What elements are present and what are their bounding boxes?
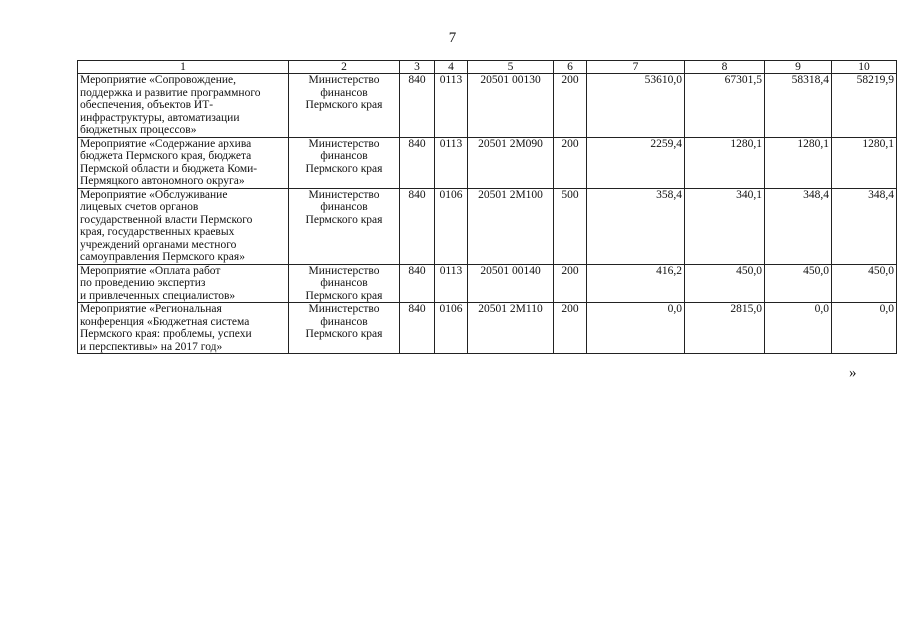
ministry-name-line: Пермского края (305, 99, 383, 111)
closing-quote: » (849, 365, 857, 381)
code-cell-c3: 840 (400, 74, 435, 138)
amount-cell-c9: 0,0 (765, 303, 832, 354)
measure-description (78, 303, 289, 354)
header-cell: 1 (78, 61, 289, 74)
measure-description-line: бюджета Пермского края, бюджета (80, 150, 252, 162)
code-cell-c6: 200 (554, 303, 587, 354)
ministry-name-line: Министерство (308, 137, 380, 150)
header-cell: 7 (587, 61, 685, 74)
ministry-name-line: финансов (320, 86, 368, 99)
measure-description (78, 264, 289, 303)
measure-description-line: самоуправления Пермского края» (80, 251, 245, 263)
table-row (78, 74, 897, 138)
measure-description-line: инфраструктуры, автоматизации (80, 111, 240, 124)
ministry-name-line: Пермского края (305, 213, 383, 226)
code-cell-c4: 0113 (435, 74, 468, 138)
ministry-name (289, 264, 400, 303)
amount-cell-c10: 58219,9 (832, 74, 897, 138)
measure-description-line: конференция «Бюджетная система (80, 315, 250, 328)
measure-description-line: Мероприятие «Региональная (80, 303, 222, 315)
ministry-name-line: Министерство (308, 74, 380, 86)
code-cell-c6: 200 (554, 264, 587, 303)
amount-cell-c10: 0,0 (832, 303, 897, 354)
code-cell-c5: 20501 00140 (468, 264, 554, 303)
code-cell-c5: 20501 2М100 (468, 188, 554, 264)
header-cell: 8 (685, 61, 765, 74)
ministry-name-line: Пермского края (305, 289, 383, 302)
measure-description-line: Мероприятие «Обслуживание (80, 188, 228, 201)
code-cell-c4: 0113 (435, 264, 468, 303)
amount-cell-c9: 348,4 (765, 188, 832, 264)
ministry-name (289, 188, 400, 264)
measure-description-line: Пермского края: проблемы, успехи (80, 328, 252, 340)
measure-description-line: Пермской области и бюджета Коми- (80, 162, 258, 175)
ministry-name-line: финансов (320, 277, 368, 289)
measure-description-line: Мероприятие «Содержание архива (80, 137, 252, 150)
header-cell: 4 (435, 61, 468, 74)
ministry-name-line: Министерство (308, 188, 380, 201)
table-row (78, 303, 897, 354)
amount-cell-c9: 450,0 (765, 264, 832, 303)
measure-description (78, 74, 289, 138)
table-row (78, 137, 897, 188)
code-cell-c3: 840 (400, 188, 435, 264)
header-cell: 6 (554, 61, 587, 74)
measure-description-line: лицевых счетов органов (80, 201, 199, 213)
amount-cell-c8: 340,1 (685, 188, 765, 264)
amount-cell-c8: 2815,0 (685, 303, 765, 354)
ministry-name-line: финансов (320, 201, 368, 213)
header-row (78, 61, 897, 74)
measure-description (78, 137, 289, 188)
measure-description-line: Пермяцкого автономного округа» (80, 175, 245, 187)
measure-description-line: Мероприятие «Сопровождение, (80, 74, 237, 86)
code-cell-c3: 840 (400, 137, 435, 188)
amount-cell-c10: 348,4 (832, 188, 897, 264)
ministry-name-line: финансов (320, 150, 368, 162)
ministry-name (289, 303, 400, 354)
measure-description-line: обеспечения, объектов ИТ- (80, 99, 214, 111)
code-cell-c5: 20501 2М110 (468, 303, 554, 354)
table-row (78, 188, 897, 264)
code-cell-c4: 0106 (435, 188, 468, 264)
code-cell-c6: 500 (554, 188, 587, 264)
amount-cell-c10: 450,0 (832, 264, 897, 303)
amount-cell-c7: 358,4 (587, 188, 685, 264)
measure-description (78, 188, 289, 264)
measure-description-line: края, государственных краевых (80, 226, 235, 238)
header-cell: 5 (468, 61, 554, 74)
ministry-name (289, 74, 400, 138)
amount-cell-c7: 53610,0 (587, 74, 685, 138)
table-body (78, 74, 897, 354)
measure-description-line: и перспективы» на 2017 год» (80, 340, 223, 353)
ministry-name (289, 137, 400, 188)
measure-description-line: Мероприятие «Оплата работ (80, 264, 221, 277)
measure-description-line: по проведению экспертиз (80, 277, 206, 289)
code-cell-c5: 20501 00130 (468, 74, 554, 138)
amount-cell-c8: 450,0 (685, 264, 765, 303)
code-cell-c6: 200 (554, 74, 587, 138)
table-row (78, 264, 897, 303)
code-cell-c3: 840 (400, 303, 435, 354)
ministry-name-line: Министерство (308, 264, 380, 277)
measure-description-line: бюджетных процессов» (80, 124, 197, 136)
ministry-name-line: Пермского края (305, 328, 383, 340)
amount-cell-c7: 2259,4 (587, 137, 685, 188)
code-cell-c4: 0106 (435, 303, 468, 354)
amount-cell-c10: 1280,1 (832, 137, 897, 188)
amount-cell-c9: 1280,1 (765, 137, 832, 188)
page-number: 7 (448, 30, 457, 46)
measure-description-line: и привлеченных специалистов» (80, 289, 236, 302)
amount-cell-c7: 416,2 (587, 264, 685, 303)
header-cell: 10 (832, 61, 897, 74)
ministry-name-line: финансов (320, 315, 368, 328)
amount-cell-c7: 0,0 (587, 303, 685, 354)
amount-cell-c8: 1280,1 (685, 137, 765, 188)
header-cell: 2 (289, 61, 400, 74)
header-cell: 9 (765, 61, 832, 74)
code-cell-c3: 840 (400, 264, 435, 303)
code-cell-c4: 0113 (435, 137, 468, 188)
measure-description-line: учреждений органами местного (80, 238, 237, 251)
amount-cell-c9: 58318,4 (765, 74, 832, 138)
measure-description-line: поддержка и развитие программного (80, 86, 261, 99)
amount-cell-c8: 67301,5 (685, 74, 765, 138)
header-cell: 3 (400, 61, 435, 74)
ministry-name-line: Пермского края (305, 162, 383, 175)
budget-table (77, 60, 897, 354)
code-cell-c5: 20501 2М090 (468, 137, 554, 188)
code-cell-c6: 200 (554, 137, 587, 188)
measure-description-line: государственной власти Пермского (80, 213, 253, 226)
ministry-name-line: Министерство (308, 303, 380, 315)
